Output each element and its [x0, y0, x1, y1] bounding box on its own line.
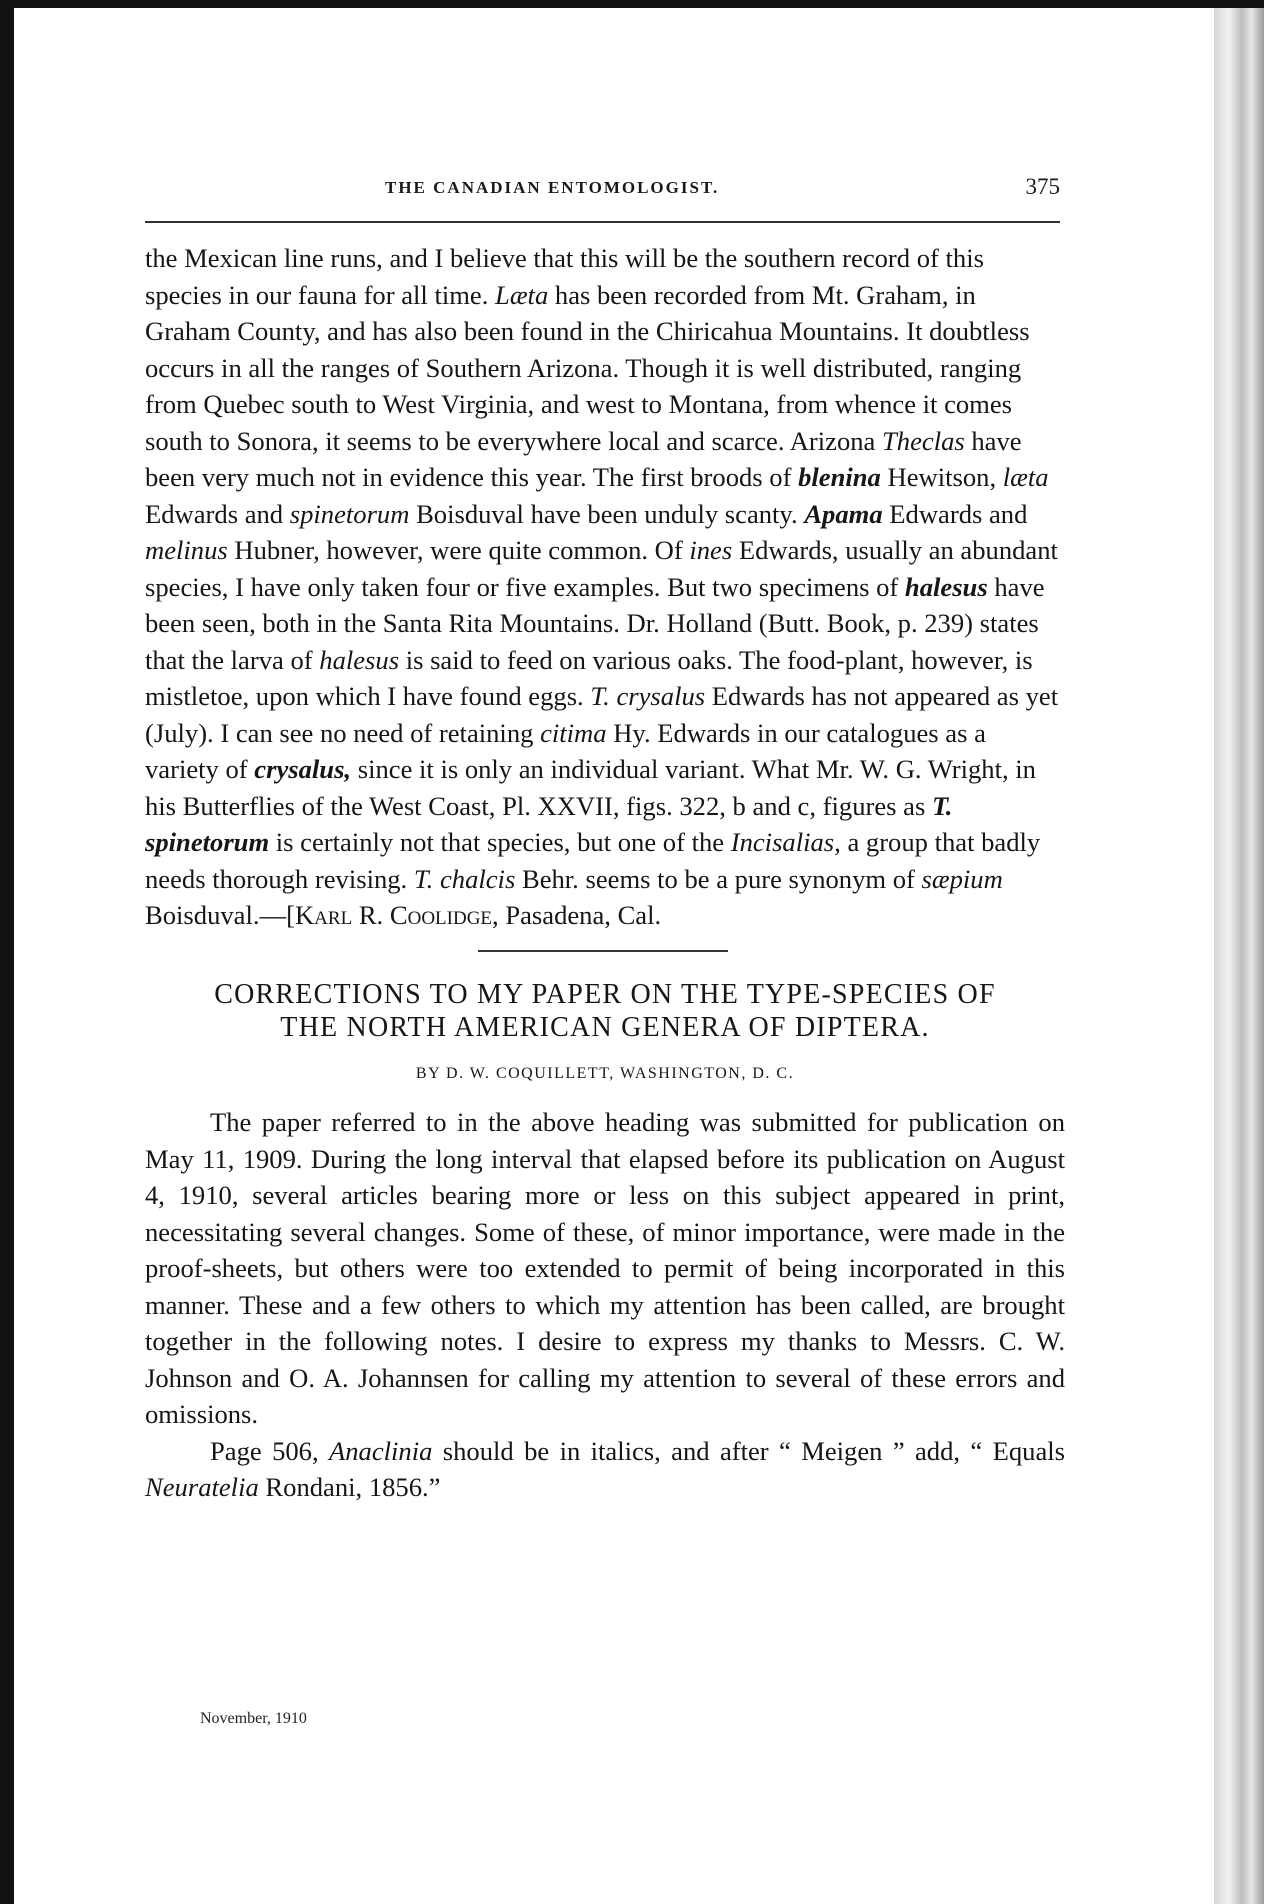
italic-term: halesus [319, 644, 400, 675]
text-run: is said to feed on various oaks. The food-plant, however, is mistletoe, upon which I have found eggs. [145, 644, 1033, 711]
text-run: a group that badly needs thorough revising. [145, 827, 1041, 894]
header-rule [145, 221, 1060, 223]
italic-term: crysalus, [254, 754, 352, 784]
italic-term: citima [540, 717, 607, 748]
text-run: Rondani, 1856.” [258, 1472, 441, 1502]
text-run: Boisduval have been unduly scanty. [409, 498, 805, 529]
italic-term: Apama [804, 498, 883, 529]
text-run: the Mexican line runs, and I believe that this will be the southern record of this species in our fauna for all time. [145, 243, 984, 310]
text-run: Edwards has not appeared as yet (July). I can see no need of retaining [145, 681, 1059, 748]
text-run: Hy. Edwards in our catalogues as a variety of [145, 717, 986, 784]
italic-term: Theclas [882, 425, 965, 456]
page-edge [1214, 8, 1264, 1904]
article-paragraph [145, 1104, 1065, 1433]
running-head [145, 174, 1060, 204]
article-byline: BY D. W. COQUILLETT, WASHINGTON, D. C. [415, 1064, 795, 1082]
article-title-line: THE NORTH AMERICAN GENERA OF DIPTERA. [280, 1011, 930, 1043]
page-number: 375 [1025, 174, 1060, 199]
italic-term: halesus [904, 571, 988, 602]
text-run: should be in italics, and after “ Meigen ” add, “ Equals [432, 1435, 1065, 1466]
text-run: Page 506, [210, 1435, 329, 1466]
section-divider [478, 950, 728, 952]
article-title-line: CORRECTIONS TO MY PAPER ON THE TYPE-SPECIES OF [214, 978, 996, 1010]
text-run: Hubner, however, were quite common. Of [227, 535, 690, 565]
footer-date: November, 1910 [200, 1710, 307, 1727]
italic-term: T. crysalus [590, 681, 706, 711]
italic-term: blenina [798, 462, 881, 492]
text-run: since it is only an individual variant. What Mr. W. G. Wright, in his Butterflies of the West Coast, Pl. XXVII, figs. 322, b and c, figures as [145, 754, 1036, 821]
text-run: have been seen, both in the Santa Rita Mountains. Dr. Holland (Butt. Book, p. 239) states that the larva of [145, 571, 1045, 675]
paragraph-text: The paper referred to in the above heading was submitted for publication on May 11, 1909. During the long interval that elapsed before its publication on August 4, 1910, several articles bearing more or less on this subject appeared in print, necessitating several changes. Some of these, of minor importance, were made in the proof-sheets, but others were too extended to permit of being incorporated in this manner. These and a few others to which my attention has been called, are brought together in the following notes. I desire to express my thanks to Messrs. C. W. Johnson and O. A. Johannsen for calling my attention to several of these errors and omissions. [145, 1107, 1065, 1429]
text-run: has been recorded from Mt. Graham, in Graham County, and has also been found in the Chiricahua Mountains. It doubtless occurs in all the ranges of Southern Arizona. Though it is well distributed, ranging from Quebec south to West Virginia, and west to Montana, from whence it comes south to Sonora, it seems to be everywhere local and scarce. Arizona [145, 279, 1030, 456]
author-signature: Karl R. Coolidge [294, 900, 493, 930]
italic-term: T. chalcis [413, 863, 516, 894]
text-run: Edwards and [882, 498, 1028, 529]
text-run: Edwards and [145, 498, 290, 529]
italic-term: Incisalias, [730, 827, 841, 857]
italic-term: læta [1002, 462, 1049, 492]
italic-term: melinus [145, 535, 228, 565]
text-run: Hewitson, [880, 462, 1003, 492]
text-run: Behr. seems to be a pure synonym of [515, 863, 922, 894]
text-run: have been very much not in evidence this year. The first broods of [145, 425, 1022, 492]
running-title: THE CANADIAN ENTOMOLOGIST. [385, 178, 720, 197]
article-paragraph [145, 1433, 1065, 1506]
italic-term: sæpium [921, 863, 1003, 894]
italic-term: Læta [495, 279, 549, 310]
italic-term: ines [689, 535, 733, 565]
article-title [145, 978, 1065, 1044]
text-run: , Pasadena, Cal. [492, 900, 662, 930]
text-run: Boisduval.—[ [145, 900, 295, 930]
italic-term: Anaclinia [329, 1435, 433, 1466]
text-run: is certainly not that species, but one of the [269, 827, 731, 857]
italic-term: Neuratelia [145, 1472, 259, 1502]
text-run: Edwards, usually an abundant species, I have only taken four or five examples. But two specimens of [145, 535, 1058, 602]
page-body [145, 240, 1065, 1506]
italic-term: T. spinetorum [145, 790, 953, 857]
continued-paragraph [145, 240, 1065, 934]
italic-term: spinetorum [289, 498, 410, 529]
